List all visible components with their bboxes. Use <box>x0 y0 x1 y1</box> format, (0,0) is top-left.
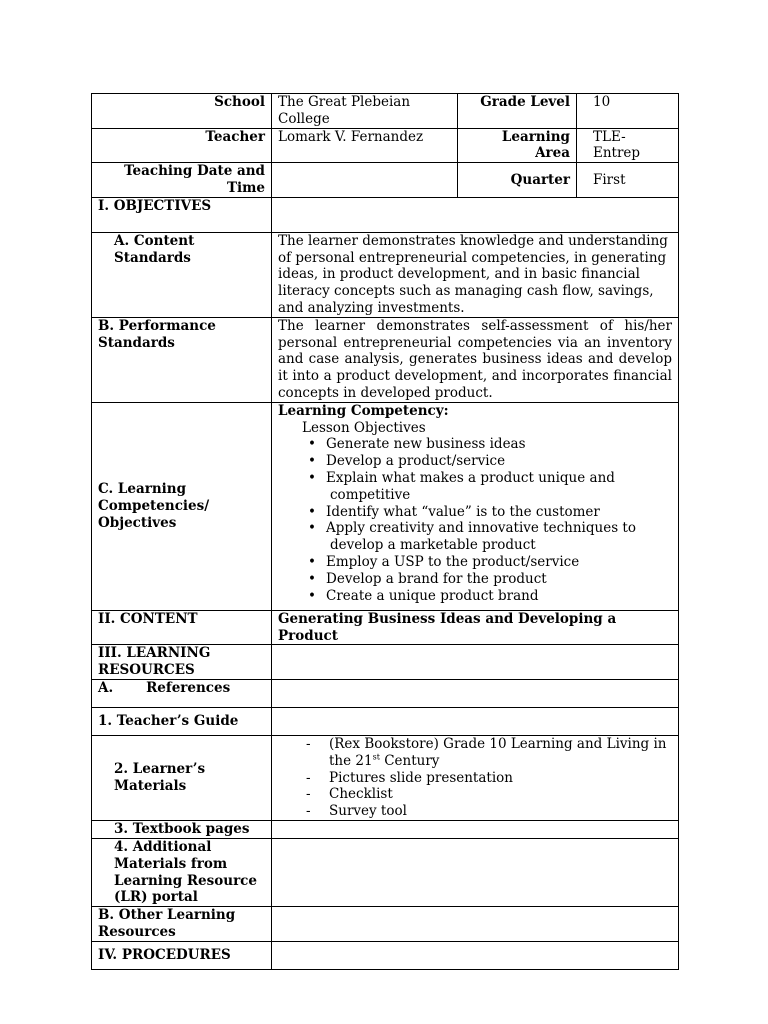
list-item <box>306 736 672 770</box>
procedures-heading: IV. PROCEDURES <box>92 941 272 969</box>
learning-competencies-row <box>92 402 679 610</box>
references-label: A. References <box>92 679 272 707</box>
textbook-pages-empty <box>272 820 679 838</box>
other-resources-empty <box>272 907 679 942</box>
other-resources-row <box>92 907 679 942</box>
list-item: - Pictures slide presentation <box>306 770 672 787</box>
list-item-text: Explain what makes a product unique and <box>326 469 615 486</box>
other-resources-label: B. Other Learning Resources <box>92 907 272 942</box>
textbook-pages-row <box>92 820 679 838</box>
grade-level-label: Grade Level <box>458 94 577 129</box>
objectives-heading: I. OBJECTIVES <box>92 197 272 232</box>
learning-area-value: TLE-Entrep <box>577 128 679 163</box>
list-item: • Employ a USP to the product/service <box>308 554 672 571</box>
performance-standards-label: B. Performance Standards <box>92 317 272 402</box>
lesson-objectives-list <box>278 436 672 604</box>
teachers-guide-label: 1. Teacher’s Guide <box>92 707 272 735</box>
content-standards-row <box>92 232 679 317</box>
learners-materials-label: 2. Learner’s Materials <box>92 735 272 820</box>
additional-materials-label: 4. Additional Materials from Learning Resource (LR) portal <box>92 838 272 906</box>
school-value: The Great Plebeian College <box>272 94 458 129</box>
lesson-objectives-heading: Lesson Objectives <box>302 419 426 436</box>
content-standards-label: A. Content Standards <box>92 232 272 317</box>
content-row <box>92 610 679 645</box>
learners-materials-cell <box>272 735 679 820</box>
quarter-value: First <box>577 163 679 198</box>
teacher-value: Lomark V. Fernandez <box>272 128 458 163</box>
list-item-text: (Rex Bookstore) Grade 10 Learning and Living in <box>329 735 667 752</box>
learning-resources-row <box>92 645 679 680</box>
school-row <box>92 94 679 129</box>
list-item-text-prefix: the 21 <box>329 752 373 769</box>
learning-resources-empty <box>272 645 679 680</box>
teaching-date-row <box>92 163 679 198</box>
list-item: • Develop a product/service <box>308 453 672 470</box>
learning-competencies-label: C. Learning Competencies/ Objectives <box>92 402 272 610</box>
teaching-date-value <box>272 163 458 198</box>
list-item: • Create a unique product brand <box>308 588 672 605</box>
additional-materials-empty <box>272 838 679 906</box>
school-label: School <box>92 94 272 129</box>
teacher-row <box>92 128 679 163</box>
superscript: st <box>372 752 380 762</box>
list-item-text-continued: competitive <box>330 486 411 503</box>
teachers-guide-empty <box>272 707 679 735</box>
learning-resources-heading: III. LEARNING RESOURCES <box>92 645 272 680</box>
grade-level-value: 10 <box>577 94 679 129</box>
list-item-text-suffix: Century <box>379 752 440 769</box>
list-item: • Generate new business ideas <box>308 436 672 453</box>
references-row <box>92 679 679 707</box>
list-item: • Identify what “value” is to the customer <box>308 504 672 521</box>
learners-materials-row <box>92 735 679 820</box>
learning-area-label: Learning Area <box>458 128 577 163</box>
content-standards-text: The learner demonstrates knowledge and understanding of personal entrepreneurial competencies, in generating ideas, in product development, and in basic financial literacy concepts such as managing cash flow, savings, and analyzing investments. <box>272 232 679 317</box>
textbook-pages-label: 3. Textbook pages <box>92 820 272 838</box>
additional-materials-row <box>92 838 679 906</box>
list-item-text: Apply creativity and innovative techniques to <box>326 520 636 537</box>
list-item-text-continued: develop a marketable product <box>330 537 536 554</box>
content-heading: II. CONTENT <box>92 610 272 645</box>
teachers-guide-row <box>92 707 679 735</box>
procedures-row <box>92 941 679 969</box>
performance-standards-text: The learner demonstrates self-assessment of his/her personal entrepreneurial competencies via an inventory and case analysis, generates business ideas and develop it into a product development, and incorporates financial concepts in developed product. <box>272 317 679 402</box>
learning-competency-heading: Learning Competency: <box>278 402 449 419</box>
references-empty <box>272 679 679 707</box>
teacher-label: Teacher <box>92 128 272 163</box>
lesson-plan-table <box>91 93 679 970</box>
learners-materials-list <box>278 736 672 820</box>
list-item <box>308 520 672 554</box>
procedures-empty <box>272 941 679 969</box>
learning-competencies-cell <box>272 402 679 610</box>
objectives-heading-row <box>92 197 679 232</box>
list-item: - Checklist <box>306 786 672 803</box>
objectives-heading-empty <box>272 197 679 232</box>
list-item: • Develop a brand for the product <box>308 571 672 588</box>
teaching-date-label: Teaching Date and Time <box>92 163 272 198</box>
quarter-label: Quarter <box>458 163 577 198</box>
content-value: Generating Business Ideas and Developing a Product <box>272 610 679 645</box>
list-item: - Survey tool <box>306 803 672 820</box>
list-item <box>308 470 672 504</box>
performance-standards-row <box>92 317 679 402</box>
